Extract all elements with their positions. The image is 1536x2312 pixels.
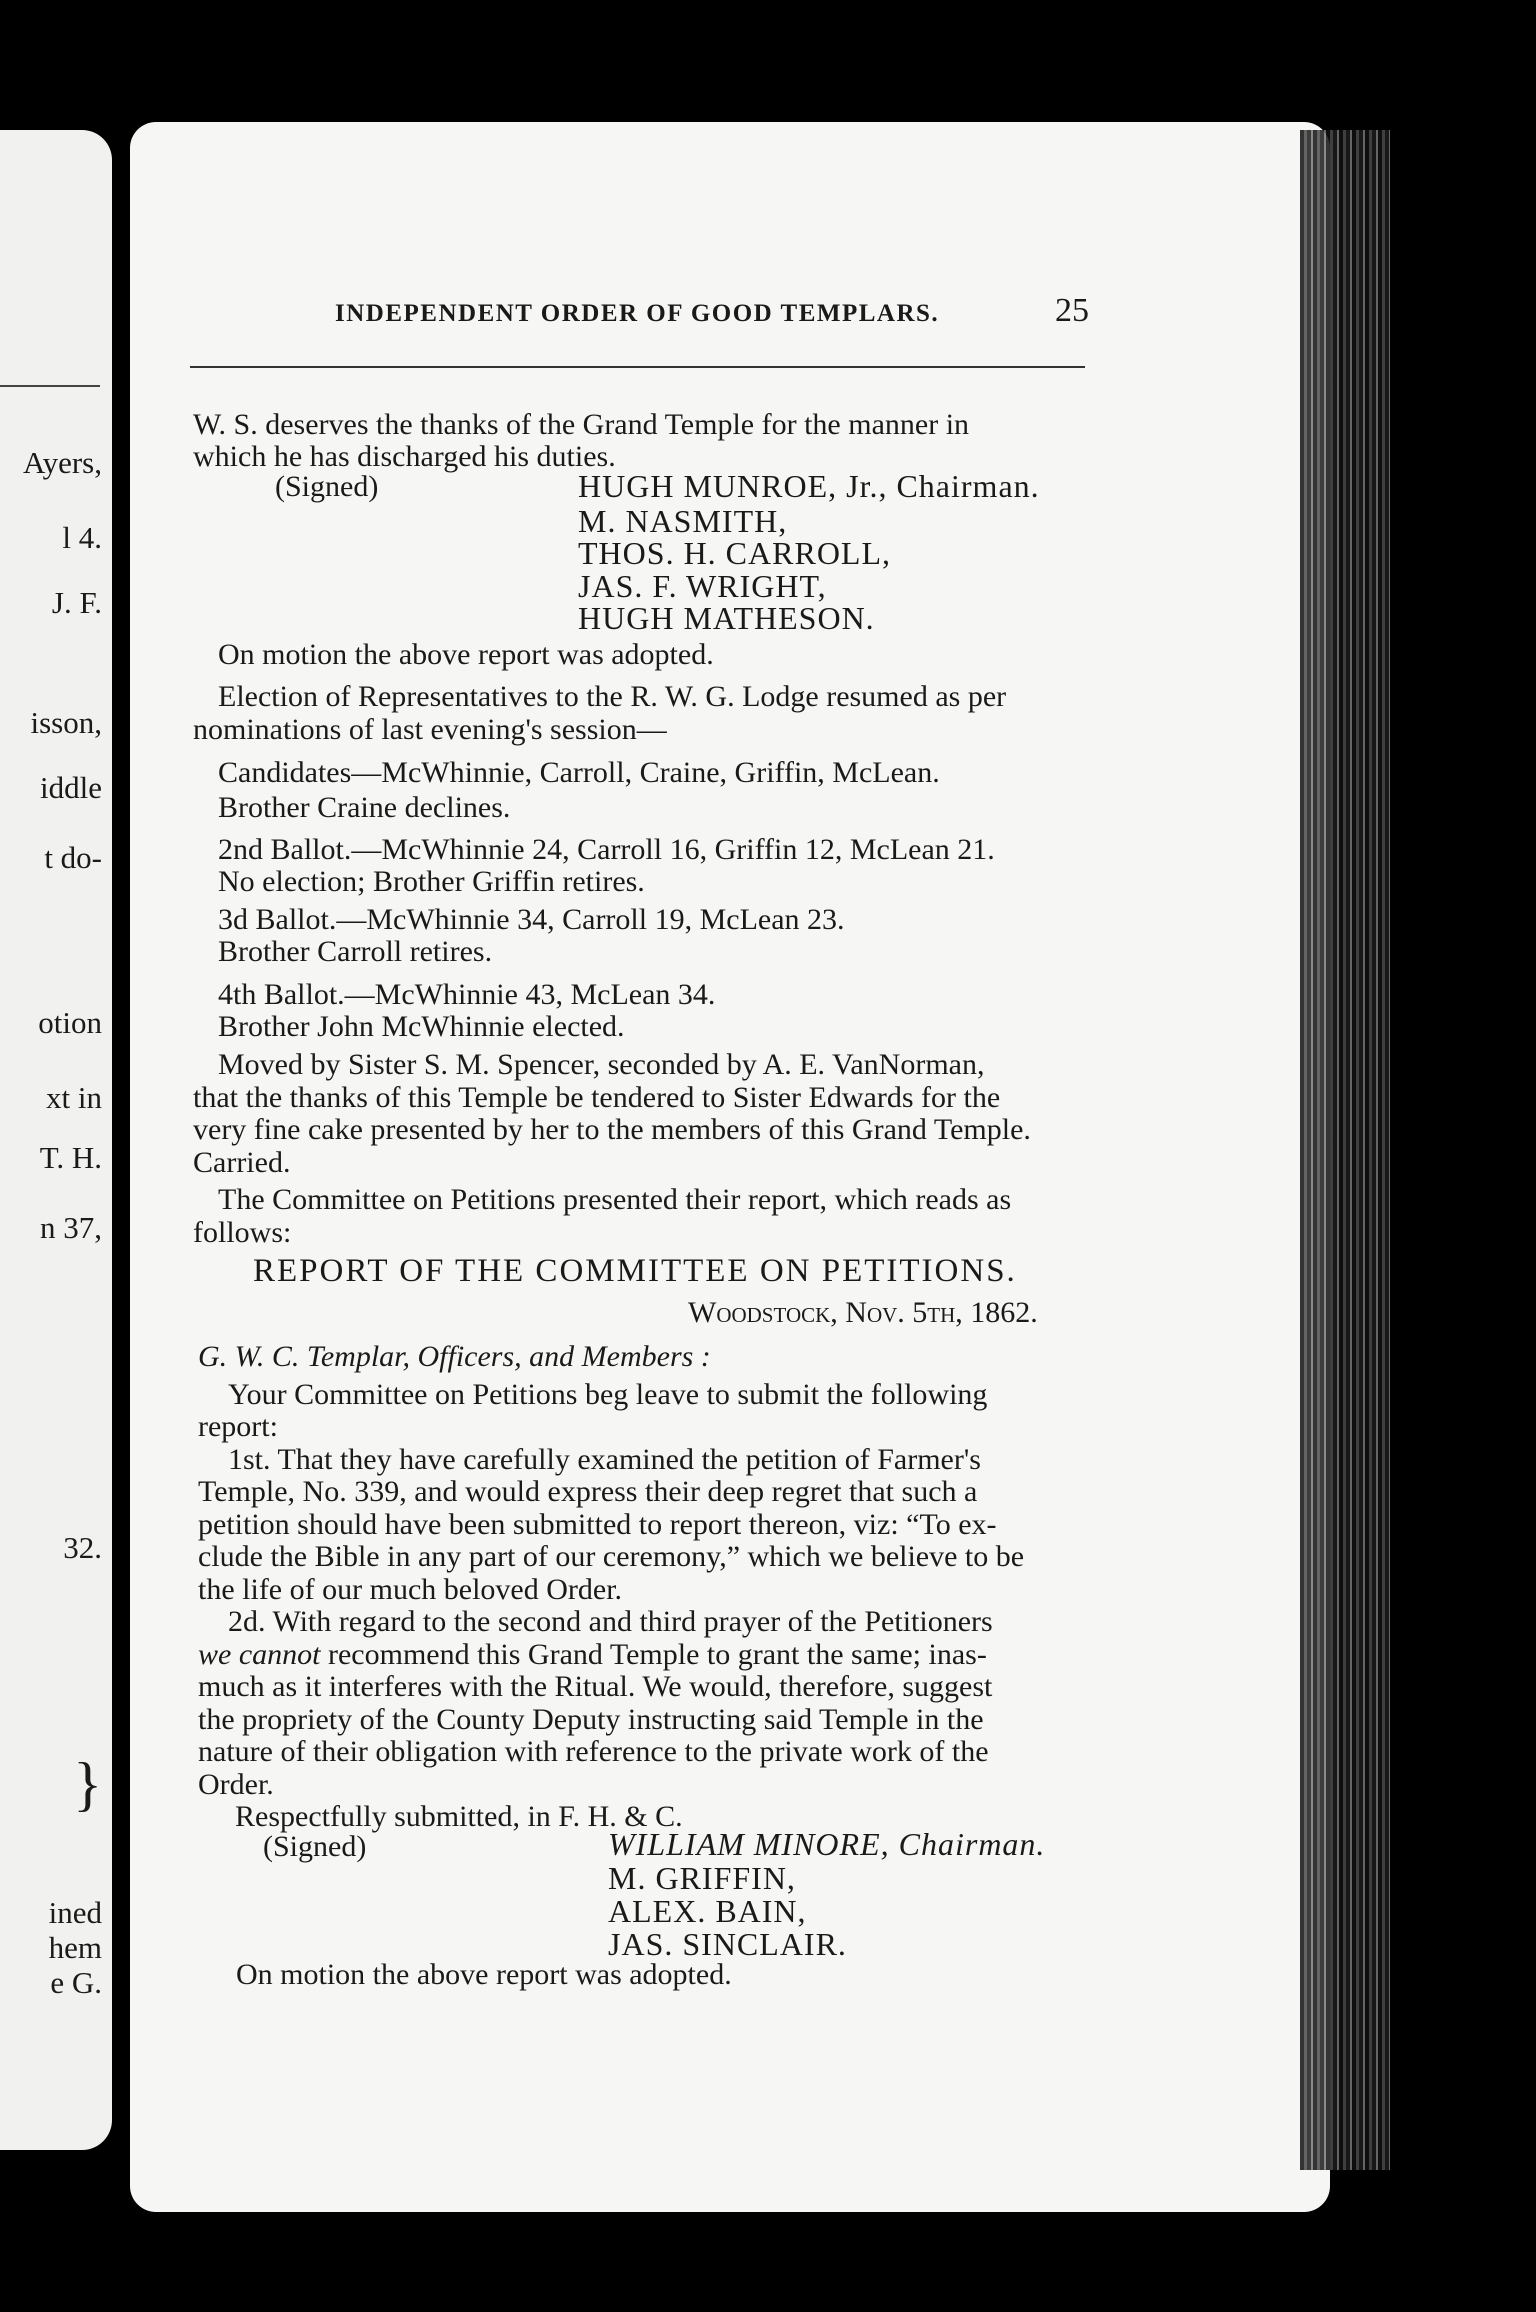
- header-rule: [190, 366, 1085, 368]
- body-line: 1st. That they have carefully examined the petition of Farmer's: [228, 1443, 981, 1476]
- signatory: [608, 1828, 1045, 1860]
- body-line: The Committee on Petitions presented their report, which reads as: [218, 1183, 1012, 1216]
- body-line: clude the Bible in any part of our ceremony,” which we believe to be: [198, 1540, 1025, 1573]
- adjacent-page-fragment: [0, 130, 112, 2150]
- fragment-brace: }: [73, 1751, 102, 1817]
- body-text: recommend this Grand Temple to grant the same; inas-: [320, 1638, 987, 1671]
- fragment-text: e G.: [50, 1965, 102, 2000]
- report-heading: REPORT OF THE COMMITTEE ON PETITIONS.: [253, 1253, 1017, 1289]
- body-line: Election of Representatives to the R. W. G. Lodge resumed as per: [218, 680, 1007, 713]
- page-stack-edge: [1300, 130, 1390, 2170]
- signatory: HUGH MATHESON.: [578, 600, 875, 636]
- body-line: No election; Brother Griffin retires.: [218, 865, 645, 898]
- fragment-text: xt in: [46, 1080, 102, 1115]
- body-line: Candidates—McWhinnie, Carroll, Craine, Griffin, McLean.: [218, 756, 940, 789]
- fragment-text: iddle: [40, 770, 102, 805]
- body-line: which he has discharged his duties.: [193, 440, 616, 473]
- salutation: G. W. C. Templar, Officers, and Members :: [198, 1340, 711, 1373]
- body-line: Brother Carroll retires.: [218, 935, 493, 968]
- body-line: Brother Craine declines.: [218, 791, 511, 824]
- signatory: JAS. F. WRIGHT,: [578, 568, 827, 604]
- body-line: 4th Ballot.—McWhinnie 43, McLean 34.: [218, 978, 716, 1011]
- fragment-text: J. F.: [51, 585, 102, 620]
- running-title: INDEPENDENT ORDER OF GOOD TEMPLARS.: [335, 300, 940, 327]
- body-line: that the thanks of this Temple be tendered to Sister Edwards for the: [193, 1081, 1001, 1114]
- body-line: nominations of last evening's session—: [193, 713, 667, 746]
- fragment-text: Ayers,: [23, 445, 102, 480]
- body-line: Temple, No. 339, and would express their deep regret that such a: [198, 1475, 978, 1508]
- emphasis-text: we cannot: [198, 1638, 321, 1671]
- fragment-text: 32.: [63, 1530, 102, 1565]
- signed-label: (Signed): [263, 1830, 367, 1863]
- fragment-text: T. H.: [39, 1140, 102, 1175]
- fragment-text: isson,: [30, 705, 102, 740]
- fragment-text: ined: [48, 1895, 102, 1930]
- fragment-text: t do-: [44, 840, 102, 875]
- body-line: On motion the above report was adopted.: [236, 1958, 732, 1991]
- fragment-text: n 37,: [40, 1210, 102, 1245]
- signatory: M. NASMITH,: [578, 503, 788, 539]
- signed-label: (Signed): [275, 470, 379, 503]
- signatory: JAS. SINCLAIR.: [608, 1926, 847, 1962]
- signatory-chair: WILLIAM MINORE, Chairman.: [608, 1826, 1046, 1862]
- page-number: 25: [1055, 292, 1089, 329]
- body-line: very fine cake presented by her to the members of this Grand Temple.: [193, 1113, 1031, 1146]
- body-line: the propriety of the County Deputy instructing said Temple in the: [198, 1703, 984, 1736]
- body-line: [198, 1640, 987, 1670]
- body-line: the life of our much beloved Order.: [198, 1573, 623, 1606]
- body-line: 2nd Ballot.—McWhinnie 24, Carroll 16, Griffin 12, McLean 21.: [218, 833, 995, 866]
- adjacent-page-rule: [0, 385, 100, 387]
- body-line: Moved by Sister S. M. Spencer, seconded by A. E. VanNorman,: [218, 1048, 985, 1081]
- signatory: THOS. H. CARROLL,: [578, 535, 892, 571]
- body-line: Order.: [198, 1768, 274, 1801]
- fragment-text: l 4.: [62, 520, 102, 555]
- signatory: M. GRIFFIN,: [608, 1860, 796, 1896]
- body-line: Brother John McWhinnie elected.: [218, 1010, 625, 1043]
- dateline: Woodstock, Nov. 5th, 1862.: [688, 1296, 1038, 1329]
- body-line: On motion the above report was adopted.: [218, 638, 714, 671]
- body-line: follows:: [193, 1216, 292, 1249]
- body-line: W. S. deserves the thanks of the Grand Temple for the manner in: [193, 408, 970, 441]
- body-line: report:: [198, 1410, 278, 1443]
- body-line: 2d. With regard to the second and third prayer of the Petitioners: [228, 1605, 993, 1638]
- body-line: Your Committee on Petitions beg leave to submit the following: [228, 1378, 988, 1411]
- body-line: nature of their obligation with reference to the private work of the: [198, 1735, 989, 1768]
- body-line: Carried.: [193, 1146, 291, 1179]
- body-line: 3d Ballot.—McWhinnie 34, Carroll 19, McLean 23.: [218, 903, 845, 936]
- signatory: HUGH MUNROE, Jr., Chairman.: [578, 468, 1040, 504]
- fragment-text: hem: [48, 1930, 102, 1965]
- body-line: petition should have been submitted to report thereon, viz: “To ex-: [198, 1508, 997, 1541]
- fragment-text: otion: [38, 1005, 102, 1040]
- body-line: Respectfully submitted, in F. H. & C.: [235, 1800, 683, 1833]
- signatory: ALEX. BAIN,: [608, 1893, 807, 1929]
- body-line: much as it interferes with the Ritual. We would, therefore, suggest: [198, 1670, 993, 1703]
